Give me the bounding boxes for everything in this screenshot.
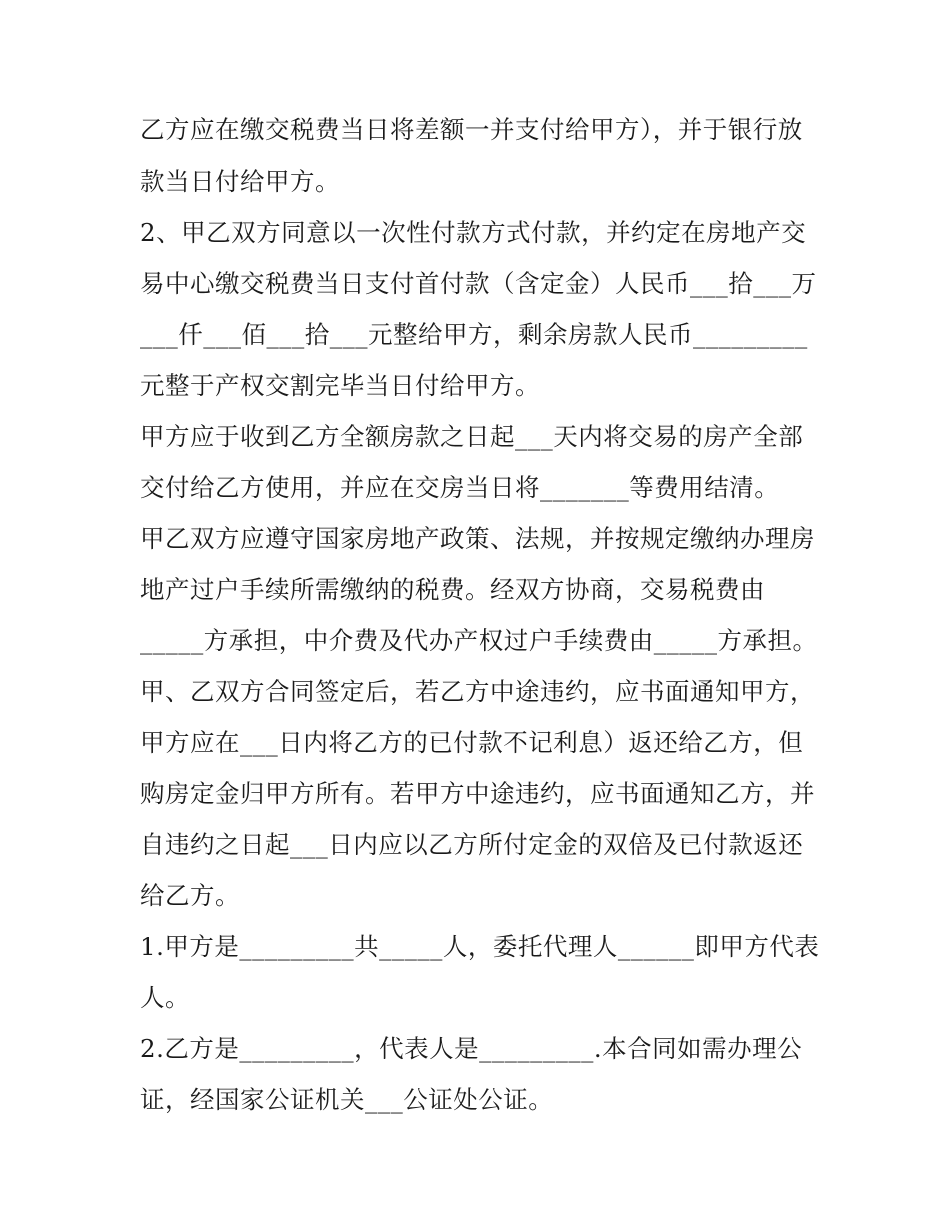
text-line: 款当日付给甲方。 — [140, 167, 340, 196]
text-line: _____方承担，中介费及代办产权过户手续费由_____方承担。 — [140, 626, 818, 655]
text-line: 人。 — [140, 983, 190, 1012]
text-line: 2、甲乙双方同意以一次性付款方式付款，并约定在房地产交 — [140, 218, 807, 247]
text-line: 1.甲方是_________共_____人，委托代理人______即甲方代表 — [140, 932, 820, 961]
text-line: 元整于产权交割完毕当日付给甲方。 — [140, 371, 540, 400]
text-line: 2.乙方是_________，代表人是_________.本合同如需办理公 — [140, 1034, 803, 1063]
text-line: 购房定金归甲方所有。若甲方中途违约，应书面通知乙方，并 — [140, 779, 815, 808]
text-line: 自违约之日起___日内应以乙方所付定金的双倍及已付款返还 — [140, 830, 804, 859]
text-line: 甲方应于收到乙方全额房款之日起___天内将交易的房产全部 — [140, 422, 804, 451]
text-line: 甲方应在___日内将乙方的已付款不记利息）返还给乙方，但 — [140, 728, 804, 757]
text-line: 给乙方。 — [140, 881, 240, 910]
text-line: 乙方应在缴交税费当日将差额一并支付给甲方），并于银行放 — [140, 115, 803, 144]
text-line: 地产过户手续所需缴纳的税费。经双方协商，交易税费由 — [140, 575, 765, 604]
text-line: 易中心缴交税费当日支付首付款（含定金）人民币___拾___万 — [140, 269, 817, 298]
text-line: 证，经国家公证机关___公证处公证。 — [140, 1085, 554, 1114]
text-line: ___仟___佰___拾___元整给甲方，剩余房款人民币_________ — [140, 320, 808, 349]
text-line: 交付给乙方使用，并应在交房当日将_______等费用结清。 — [140, 473, 780, 502]
text-line: 甲、乙双方合同签定后，若乙方中途违约，应书面通知甲方， — [140, 677, 815, 706]
text-line: 甲乙双方应遵守国家房地产政策、法规，并按规定缴纳办理房 — [140, 524, 815, 553]
